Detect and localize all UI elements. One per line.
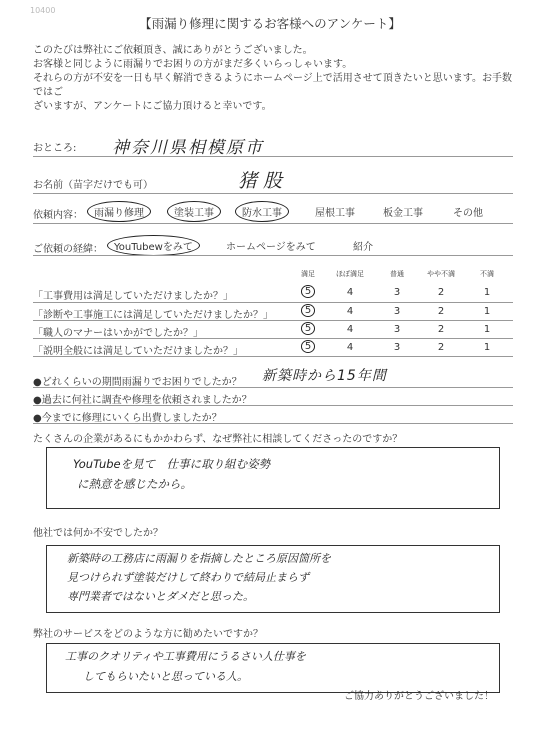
rating-score-selected[interactable] [298,286,318,297]
route-label: ご依頼の経緯： [33,244,103,255]
route-option-youtube[interactable]: YouTubewをみて [107,235,200,256]
rating-question: 「工事費用は満足していただけましたか？」 [33,291,233,302]
intro-line: ざいますが、アンケートにご協力頂けると幸いです。 [33,101,272,112]
rating-score[interactable]: 4 [346,342,354,353]
score-5-circled[interactable]: 5 [301,322,315,335]
cost-underline [33,423,513,424]
route-option-homepage[interactable]: ホームページをみて [226,242,316,253]
rating-score-selected[interactable] [298,305,318,316]
rating-question: 「説明全般には満足していただけましたか？」 [33,346,243,357]
reason-answer-line: に熱意を感じたから。 [77,477,192,491]
rating-header: 不満 [480,270,494,278]
rating-score[interactable]: 4 [346,287,354,298]
intro-line: このたびは弊社にご依頼頂き、誠にありがとうございました。 [33,45,313,56]
rating-underline [33,302,513,303]
rating-score[interactable]: 3 [393,287,401,298]
address-label: おところ: [33,143,77,154]
reason-question: たくさんの企業があるにもかかわらず、なぜ弊社に相談してくださったのですか？ [33,434,403,445]
rating-score[interactable]: 3 [393,324,401,335]
rating-header: 普通 [390,270,404,278]
cost-question: ●今までに修理にいくら出費しましたか？ [33,413,222,424]
rating-score[interactable]: 3 [393,306,401,317]
rating-score[interactable]: 1 [483,306,491,317]
duration-answer[interactable]: 新築時から15年間 [262,368,387,384]
request-underline [33,223,513,224]
recommend-answer-line: 工事のクオリティや工事費用にうるさい人仕事を [65,650,306,663]
rating-header: やや不満 [427,270,455,278]
duration-question: ●どれくらいの期間雨漏りでお困りでしたか？ [33,377,242,388]
rating-question: 「診断や工事施工には満足していただけましたか？」 [33,310,273,321]
rating-score[interactable]: 2 [437,324,445,335]
rating-score-selected[interactable] [298,341,318,352]
request-option-roofing[interactable]: 屋根工事 [315,208,355,219]
name-label: お名前（苗字だけでも可） [33,180,153,191]
rating-score[interactable]: 2 [437,287,445,298]
recommend-question: 弊社のサービスをどのような方に勧めたいですか？ [33,629,263,640]
rating-score[interactable]: 4 [346,324,354,335]
worry-answer-box[interactable] [46,545,500,613]
score-5-circled[interactable]: 5 [301,304,315,317]
worry-answer-line: 専門業者ではないとダメだと思った。 [67,590,254,603]
rating-score[interactable]: 2 [437,342,445,353]
companies-question: ●過去に何社に調査や修理を依頼されましたか？ [33,395,252,406]
companies-underline [33,405,513,406]
reason-answer-line: YouTubeを見て 仕事に取り組む姿勢 [73,457,271,471]
request-label: 依頼内容： [33,210,83,221]
score-5-circled[interactable]: 5 [301,285,315,298]
intro-text [33,44,513,114]
rating-header: 満足 [301,270,315,278]
rating-underline [33,356,513,357]
thanks-message: ご協力ありがとうございました！ [344,691,494,702]
rating-question: 「職人のマナーはいかがでしたか？」 [33,328,203,339]
rating-score[interactable]: 2 [437,306,445,317]
rating-score[interactable]: 1 [483,324,491,335]
request-option-leak-repair[interactable]: 雨漏り修理 [87,201,151,222]
rating-score[interactable]: 3 [393,342,401,353]
recommend-answer-box[interactable] [46,643,500,693]
address-value[interactable]: 神奈川県相模原市 [112,138,264,158]
request-option-waterproofing[interactable]: 防水工事 [235,201,289,222]
worry-question: 他社では何か不安でしたか？ [33,528,163,539]
rating-score-selected[interactable] [298,323,318,334]
request-option-other[interactable]: その他 [453,208,483,219]
score-5-circled[interactable]: 5 [301,340,315,353]
address-underline [33,156,513,157]
name-value[interactable]: 猪股 [238,170,289,192]
request-option-sheet-metal[interactable]: 板金工事 [383,208,423,219]
intro-line: それらの方が不安を一日も早く解消できるようにホームページ上で活用させて頂きたいと思います。お手数ではご [33,73,512,98]
request-option-painting[interactable]: 塗装工事 [167,201,221,222]
intro-line: お客様と同じように雨漏りでお困りの方がまだ多くいらっしゃいます。 [33,59,353,70]
rating-score[interactable]: 1 [483,342,491,353]
rating-score[interactable]: 4 [346,306,354,317]
rating-underline [33,338,513,339]
worry-answer-line: 見つけられず塗装だけして終わりで結局止まらず [67,571,309,584]
recommend-answer-line: してもらいたいと思っている人。 [83,670,248,683]
rating-underline [33,320,513,321]
duration-underline [33,387,513,388]
worry-answer-line: 新築時の工務店に雨漏りを指摘したところ原因箇所を [67,552,331,565]
route-option-referral[interactable]: 紹介 [353,242,373,253]
survey-title: 【雨漏り修理に関するお客様へのアンケート】 [139,16,401,31]
rating-score[interactable]: 1 [483,287,491,298]
rating-header: ほぼ満足 [336,270,364,278]
name-underline [33,193,513,194]
reason-answer-box[interactable] [46,447,500,509]
corner-mark: 10400 [30,6,56,15]
route-underline [33,255,513,256]
